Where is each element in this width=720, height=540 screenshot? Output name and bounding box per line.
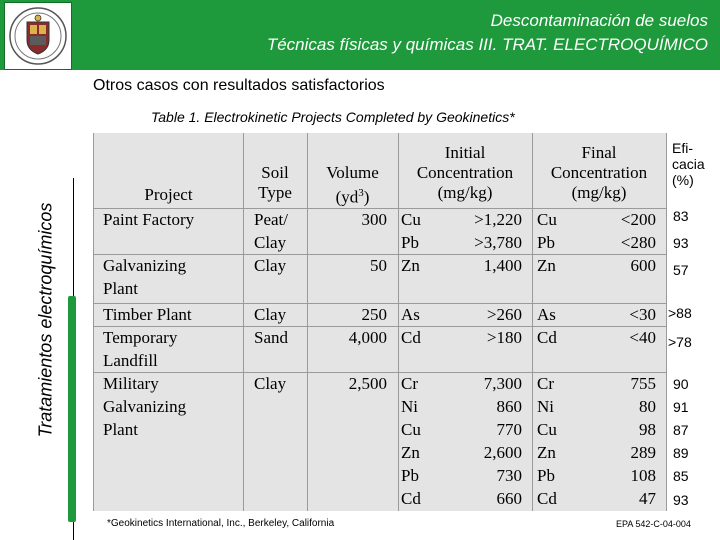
- initial-concentration: 730: [496, 466, 522, 485]
- soil-type: Sand: [254, 328, 288, 347]
- efficiency-value: 91: [673, 399, 689, 415]
- volume-value: 250: [361, 305, 387, 324]
- final-element: Ni: [537, 397, 554, 416]
- efficiency-header-line-2: cacia: [672, 156, 705, 172]
- header-final-line-3: (mg/kg): [571, 183, 627, 202]
- source-code: EPA 542-C-04-004: [616, 519, 691, 529]
- initial-element: Cd: [401, 328, 421, 347]
- final-element: Cr: [537, 374, 554, 393]
- initial-element: Zn: [401, 443, 420, 462]
- efficiency-header-line-3: (%): [672, 172, 694, 188]
- initial-element: Ni: [401, 397, 418, 416]
- initial-concentration: >3,780: [474, 233, 522, 252]
- initial-concentration: >260: [486, 305, 522, 324]
- final-concentration: 600: [630, 256, 656, 275]
- initial-element: Cu: [401, 420, 421, 439]
- project-name: Plant: [103, 420, 138, 439]
- header-banner: [0, 0, 720, 70]
- efficiency-header-line-1: Efi-: [672, 140, 693, 156]
- header-soil-line-2: Type: [258, 183, 292, 202]
- final-concentration: 47: [639, 489, 656, 508]
- header-initial-line-2: Concentration: [416, 163, 514, 182]
- header-volume-line-2: [307, 183, 398, 208]
- efficiency-value: 89: [673, 445, 689, 461]
- project-name: Landfill: [103, 351, 158, 370]
- final-element: Cd: [537, 328, 557, 347]
- final-element: Zn: [537, 256, 556, 275]
- volume-value: 4,000: [348, 328, 387, 347]
- initial-element: Pb: [401, 466, 419, 485]
- final-element: Pb: [537, 233, 555, 252]
- header-initial-concentration: [398, 143, 532, 203]
- project-name: Paint Factory: [103, 210, 195, 229]
- initial-concentration: 7,300: [483, 374, 522, 393]
- volume-value: 300: [361, 210, 387, 229]
- initial-element: Cr: [401, 374, 418, 393]
- final-element: As: [537, 305, 556, 324]
- final-element: Cu: [537, 420, 557, 439]
- header-soil: [243, 163, 307, 203]
- header-volume-unit: (yd: [335, 187, 359, 207]
- project-name: Galvanizing: [103, 256, 187, 275]
- efficiency-value: 83: [673, 208, 689, 224]
- final-concentration: 108: [630, 466, 656, 485]
- header-final-line-1: Final: [581, 143, 617, 162]
- soil-type: Clay: [254, 256, 287, 275]
- final-concentration: 755: [630, 374, 656, 393]
- soil-type: Peat/: [254, 210, 288, 229]
- slide-subtitle: Otros casos con resultados satisfactorios: [93, 77, 385, 94]
- efficiency-value: 85: [673, 468, 689, 484]
- header-soil-line-1: Soil: [261, 163, 289, 182]
- initial-concentration: 860: [496, 397, 522, 416]
- final-element: Cd: [537, 489, 557, 508]
- initial-concentration: 1,400: [483, 256, 522, 275]
- header-volume-exponent: 3: [358, 187, 364, 199]
- header-project: Project: [144, 185, 193, 204]
- project-name: Timber Plant: [103, 305, 192, 324]
- initial-concentration: >180: [486, 328, 522, 347]
- efficiency-header: [672, 140, 705, 188]
- soil-type: Clay: [254, 374, 287, 393]
- final-concentration: <200: [620, 210, 656, 229]
- university-logo: [4, 2, 72, 70]
- initial-concentration: >1,220: [474, 210, 522, 229]
- header-title-line-1: Descontaminación de suelos: [490, 11, 708, 30]
- initial-element: Zn: [401, 256, 420, 275]
- initial-concentration: 660: [496, 489, 522, 508]
- project-name: Galvanizing: [103, 397, 187, 416]
- initial-concentration: 770: [496, 420, 522, 439]
- final-concentration: 80: [639, 397, 656, 416]
- header-volume-line-1: Volume: [326, 163, 379, 182]
- initial-element: Pb: [401, 233, 419, 252]
- project-name: Plant: [103, 279, 138, 298]
- projects-table: [93, 133, 667, 511]
- final-element: Pb: [537, 466, 555, 485]
- volume-value: 2,500: [348, 374, 387, 393]
- header-initial-line-3: (mg/kg): [437, 183, 493, 202]
- initial-element: Cd: [401, 489, 421, 508]
- table-caption: Table 1. Electrokinetic Projects Completed by Geokinetics*: [151, 109, 515, 125]
- efficiency-value: 93: [673, 235, 689, 251]
- initial-element: As: [401, 305, 420, 324]
- final-concentration: 98: [639, 420, 656, 439]
- header-final-line-2: Concentration: [550, 163, 648, 182]
- final-concentration: <280: [620, 233, 656, 252]
- header-final-concentration: [532, 143, 666, 203]
- efficiency-value: 93: [673, 492, 689, 508]
- project-name: Military: [103, 374, 159, 393]
- final-element: Cu: [537, 210, 557, 229]
- final-concentration: 289: [630, 443, 656, 462]
- efficiency-value: 90: [673, 376, 689, 392]
- final-concentration: <40: [629, 328, 656, 347]
- efficiency-value: 57: [673, 262, 689, 278]
- final-element: Zn: [537, 443, 556, 462]
- efficiency-value: 87: [673, 422, 689, 438]
- header-initial-line-1: Initial: [444, 143, 486, 162]
- final-concentration: <30: [629, 305, 656, 324]
- table-footnote: *Geokinetics International, Inc., Berkeley, California: [107, 518, 335, 529]
- soil-type: Clay: [254, 305, 287, 324]
- side-accent-bar: [68, 296, 76, 522]
- side-vertical-title: Tratamientos electroquímicos: [35, 202, 56, 438]
- soil-type: Clay: [254, 233, 287, 252]
- initial-element: Cu: [401, 210, 421, 229]
- efficiency-value: >88: [668, 305, 692, 321]
- header-volume-close: ): [363, 187, 370, 207]
- initial-concentration: 2,600: [483, 443, 522, 462]
- volume-value: 50: [370, 256, 387, 275]
- header-title-line-2: Técnicas físicas y químicas III. TRAT. ELECTROQUÍMICO: [266, 35, 708, 54]
- header-volume: [307, 163, 398, 208]
- efficiency-value: >78: [668, 334, 692, 350]
- project-name: Temporary: [103, 328, 178, 347]
